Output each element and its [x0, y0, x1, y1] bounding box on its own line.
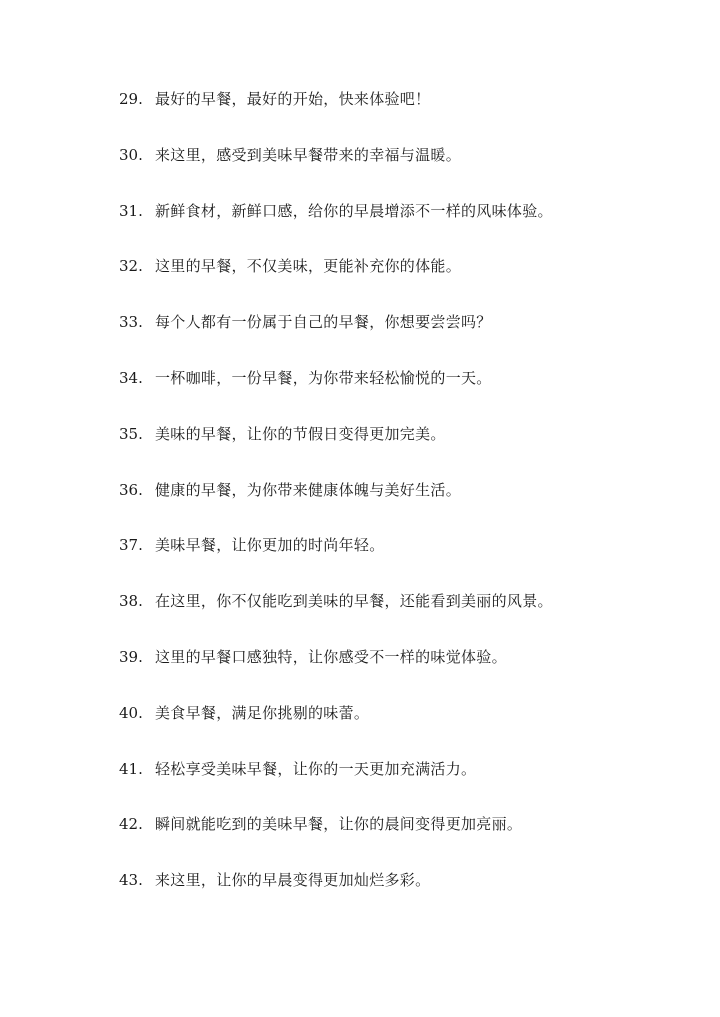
- item-text: 这里的早餐口感独特，让你感受不一样的味觉体验。: [155, 647, 507, 666]
- item-number: 35.: [119, 424, 143, 443]
- item-text: 瞬间就能吃到的美味早餐，让你的晨间变得更加亮丽。: [155, 815, 523, 834]
- list-item: [119, 642, 553, 698]
- item-text: 美食早餐，满足你挑剔的味蕾。: [155, 703, 370, 722]
- item-number: 32.: [119, 257, 143, 276]
- item-text: 在这里，你不仅能吃到美味的早餐，还能看到美丽的风景。: [155, 592, 553, 611]
- item-number: 30.: [119, 145, 143, 164]
- list-item: [119, 698, 553, 754]
- item-number: 41.: [119, 759, 143, 778]
- item-number: 42.: [119, 815, 143, 834]
- list-item: [119, 196, 553, 252]
- item-text: 最好的早餐，最好的开始，快来体验吧！: [155, 90, 431, 108]
- item-number: 36.: [119, 480, 143, 499]
- list-item: [119, 586, 553, 642]
- item-text: 美味早餐，让你更加的时尚年轻。: [155, 536, 385, 555]
- list-item: [119, 251, 553, 307]
- item-number: 43.: [119, 871, 143, 890]
- item-text: 来这里，感受到美味早餐带来的幸福与温暖。: [155, 145, 462, 164]
- item-number: 38.: [119, 592, 143, 611]
- list-item: [119, 475, 553, 531]
- item-number: 37.: [119, 536, 143, 555]
- item-number: 39.: [119, 647, 143, 666]
- list-item: [119, 530, 553, 586]
- item-text: 每个人都有一份属于自己的早餐，你想要尝尝吗？: [155, 313, 492, 332]
- item-number: 40.: [119, 703, 143, 722]
- item-text: 新鲜食材，新鲜口感，给你的早晨增添不一样的风味体验。: [155, 201, 553, 220]
- item-text: 这里的早餐，不仅美味，更能补充你的体能。: [155, 257, 462, 276]
- item-number: 34.: [119, 368, 143, 387]
- list-item: [119, 140, 553, 196]
- item-text: 美味的早餐，让你的节假日变得更加完美。: [155, 424, 446, 443]
- list-item: [119, 754, 553, 810]
- list-item: [119, 307, 553, 363]
- list-item: [119, 84, 553, 140]
- list-item: [119, 865, 553, 921]
- slogan-list: [119, 84, 553, 921]
- list-item: [119, 809, 553, 865]
- item-text: 一杯咖啡，一份早餐，为你带来轻松愉悦的一天。: [155, 368, 492, 387]
- item-text: 来这里，让你的早晨变得更加灿烂多彩。: [155, 871, 431, 890]
- item-text: 轻松享受美味早餐，让你的一天更加充满活力。: [155, 759, 477, 778]
- item-number: 29.: [119, 90, 143, 108]
- item-number: 33.: [119, 313, 143, 332]
- item-number: 31.: [119, 201, 143, 220]
- list-item: [119, 419, 553, 475]
- list-item: [119, 363, 553, 419]
- item-text: 健康的早餐，为你带来健康体魄与美好生活。: [155, 480, 462, 499]
